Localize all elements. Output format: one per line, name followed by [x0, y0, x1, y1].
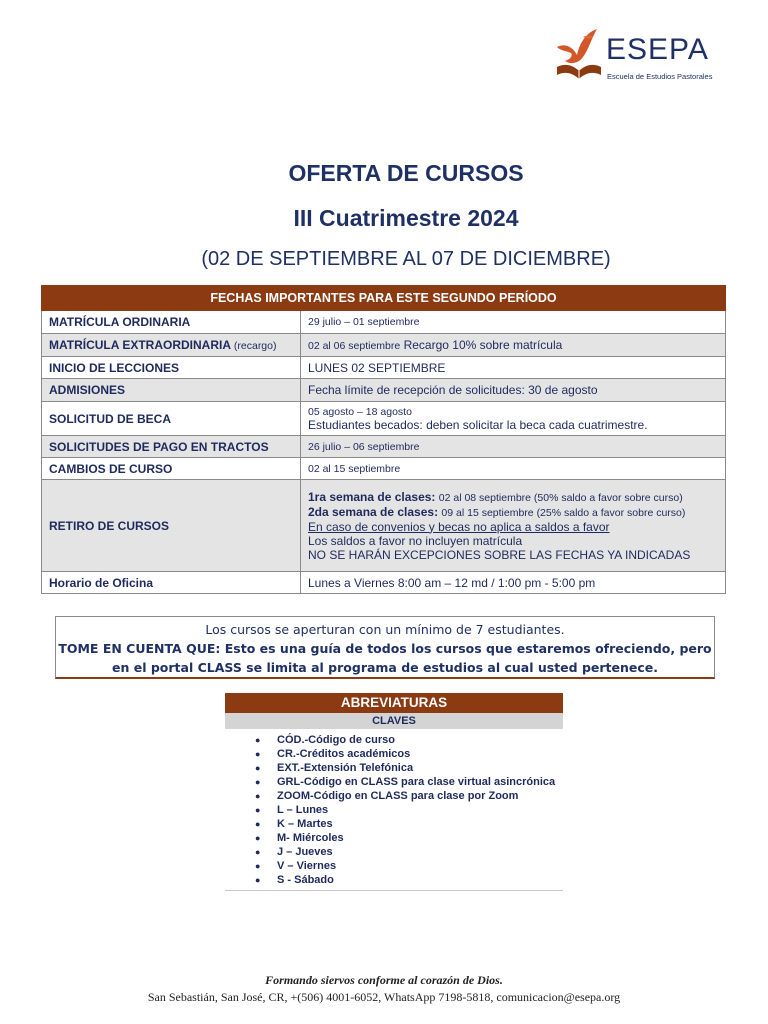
abbr-text: K – Martes — [277, 818, 333, 830]
row-label-main: MATRÍCULA EXTRAORDINARIA — [49, 338, 231, 352]
list-item — [225, 845, 563, 859]
bullet-icon: ● — [255, 875, 261, 885]
retiro-note-1: En caso de convenios y becas no aplica a saldos a favor — [308, 519, 610, 534]
table-row — [42, 458, 726, 480]
bullet-icon: ● — [255, 777, 261, 787]
table-row — [42, 334, 726, 357]
row-value: Fecha límite de recepción de solicitudes: 30 de agosto — [301, 379, 726, 402]
table-header-row — [42, 286, 726, 311]
row-value: Lunes a Viernes 8:00 am – 12 md / 1:00 pm - 5:00 pm — [301, 572, 726, 594]
retiro-note-3: NO SE HARÁN EXCEPCIONES SOBRE LAS FECHAS YA INDICADAS — [308, 547, 691, 562]
footer-motto: Formando siervos conforme al corazón de Dios. — [265, 973, 503, 987]
list-item — [225, 733, 563, 747]
abbr-text: GRL-Código en CLASS para clase virtual asincrónica — [277, 776, 556, 788]
list-item — [225, 803, 563, 817]
list-item — [225, 747, 563, 761]
abbreviations-subtitle: CLAVES — [225, 713, 563, 729]
bullet-icon: ● — [255, 735, 261, 745]
row-value: 02 al 15 septiembre — [301, 458, 726, 480]
esepa-logo — [553, 25, 723, 85]
table-row — [42, 480, 726, 572]
week1-value: 02 al 08 septiembre (50% saldo a favor sobre curso) — [438, 491, 683, 504]
abbr-text: J – Jueves — [277, 846, 333, 858]
week2-label: 2da semana de clases: — [308, 504, 439, 519]
table-row — [42, 436, 726, 458]
row-value: LUNES 02 SEPTIEMBRE — [301, 357, 726, 379]
row-label: ADMISIONES — [42, 379, 301, 402]
row-value-main: 02 al 06 septiembre — [308, 340, 401, 352]
row-label: CAMBIOS DE CURSO — [42, 458, 301, 480]
bullet-icon: ● — [255, 861, 261, 871]
list-item — [225, 873, 563, 887]
abbr-text: ZOOM-Código en CLASS para clase por Zoom — [277, 790, 519, 802]
abbr-text: CÓD.-Código de curso — [277, 734, 395, 746]
row-label: MATRÍCULA ORDINARIA — [42, 311, 301, 334]
logo-tagline: Escuela de Estudios Pastorales — [607, 72, 713, 81]
row-label: Horario de Oficina — [42, 572, 301, 594]
abbr-text: CR.-Créditos académicos — [277, 748, 411, 760]
date-range: (02 DE SEPTIEMBRE AL 07 DE DICIEMBRE) — [201, 248, 611, 270]
row-value-note: Recargo 10% sobre matrícula — [403, 338, 563, 352]
abbr-text: EXT.-Extensión Telefónica — [277, 762, 414, 774]
row-value — [301, 480, 726, 572]
footer-contact: San Sebastián, San José, CR, +(506) 4001-6052, WhatsApp 7198-5818, comunicacion@esepa.org — [147, 990, 621, 1004]
week1-label: 1ra semana de clases: — [308, 489, 436, 504]
notice-line-2: TOME EN CUENTA QUE: Esto es una guía de todos los cursos que estaremos ofreciendo, pero — [58, 641, 712, 656]
row-label: SOLICITUD DE BECA — [42, 402, 301, 436]
abbr-text: M- Miércoles — [277, 832, 344, 844]
abbreviations-title: ABREVIATURAS — [225, 693, 563, 713]
week2-value: 09 al 15 septiembre (25% saldo a favor sobre curso) — [441, 506, 686, 519]
table-row — [42, 402, 726, 436]
retiro-note-2: Los saldos a favor no incluyen matrícula — [308, 533, 523, 548]
row-value-main: 05 agosto – 18 agosto — [308, 405, 412, 418]
list-item — [225, 775, 563, 789]
bullet-icon: ● — [255, 763, 261, 773]
row-value — [301, 402, 726, 436]
row-label: SOLICITUDES DE PAGO EN TRACTOS — [42, 436, 301, 458]
bullet-icon: ● — [255, 805, 261, 815]
bullet-icon: ● — [255, 833, 261, 843]
row-value-note: Estudiantes becados: deben solicitar la beca cada cuatrimestre. — [308, 417, 648, 432]
bullet-icon: ● — [255, 819, 261, 829]
abbreviations-list — [225, 729, 563, 891]
abbreviations-panel — [225, 693, 563, 891]
row-label — [42, 334, 301, 357]
abbr-text: V – Viernes — [277, 860, 337, 872]
bullet-icon: ● — [255, 791, 261, 801]
page-title: OFERTA DE CURSOS — [288, 160, 524, 186]
list-item — [225, 859, 563, 873]
term-subtitle: III Cuatrimestre 2024 — [293, 205, 519, 231]
bullet-icon: ● — [255, 749, 261, 759]
page-footer — [0, 973, 768, 1005]
abbr-text: S - Sábado — [277, 874, 334, 886]
row-label-note: (recargo) — [233, 340, 277, 352]
row-value: 26 julio – 06 septiembre — [301, 436, 726, 458]
row-label: RETIRO DE CURSOS — [42, 480, 301, 572]
list-item — [225, 817, 563, 831]
row-label: INICIO DE LECCIONES — [42, 357, 301, 379]
bullet-icon: ● — [255, 847, 261, 857]
row-value: 29 julio – 01 septiembre — [301, 311, 726, 334]
row-value — [301, 334, 726, 357]
notice-line-1: Los cursos se aperturan con un mínimo de 7 estudiantes. — [205, 622, 565, 637]
table-row — [42, 311, 726, 334]
table-row — [42, 379, 726, 402]
notice-box — [55, 616, 715, 679]
table-row — [42, 357, 726, 379]
notice-line-3: en el portal CLASS se limita al programa de estudios al cual usted pertenece. — [111, 660, 659, 675]
dove-book-icon — [553, 25, 605, 83]
list-item — [225, 831, 563, 845]
list-item — [225, 761, 563, 775]
logo-wordmark: ESEPA — [606, 33, 709, 66]
important-dates-table — [41, 285, 726, 594]
table-row — [42, 572, 726, 594]
table-heading: FECHAS IMPORTANTES PARA ESTE SEGUNDO PERÍODO — [42, 286, 726, 311]
abbr-text: L – Lunes — [277, 804, 329, 816]
list-item — [225, 789, 563, 803]
